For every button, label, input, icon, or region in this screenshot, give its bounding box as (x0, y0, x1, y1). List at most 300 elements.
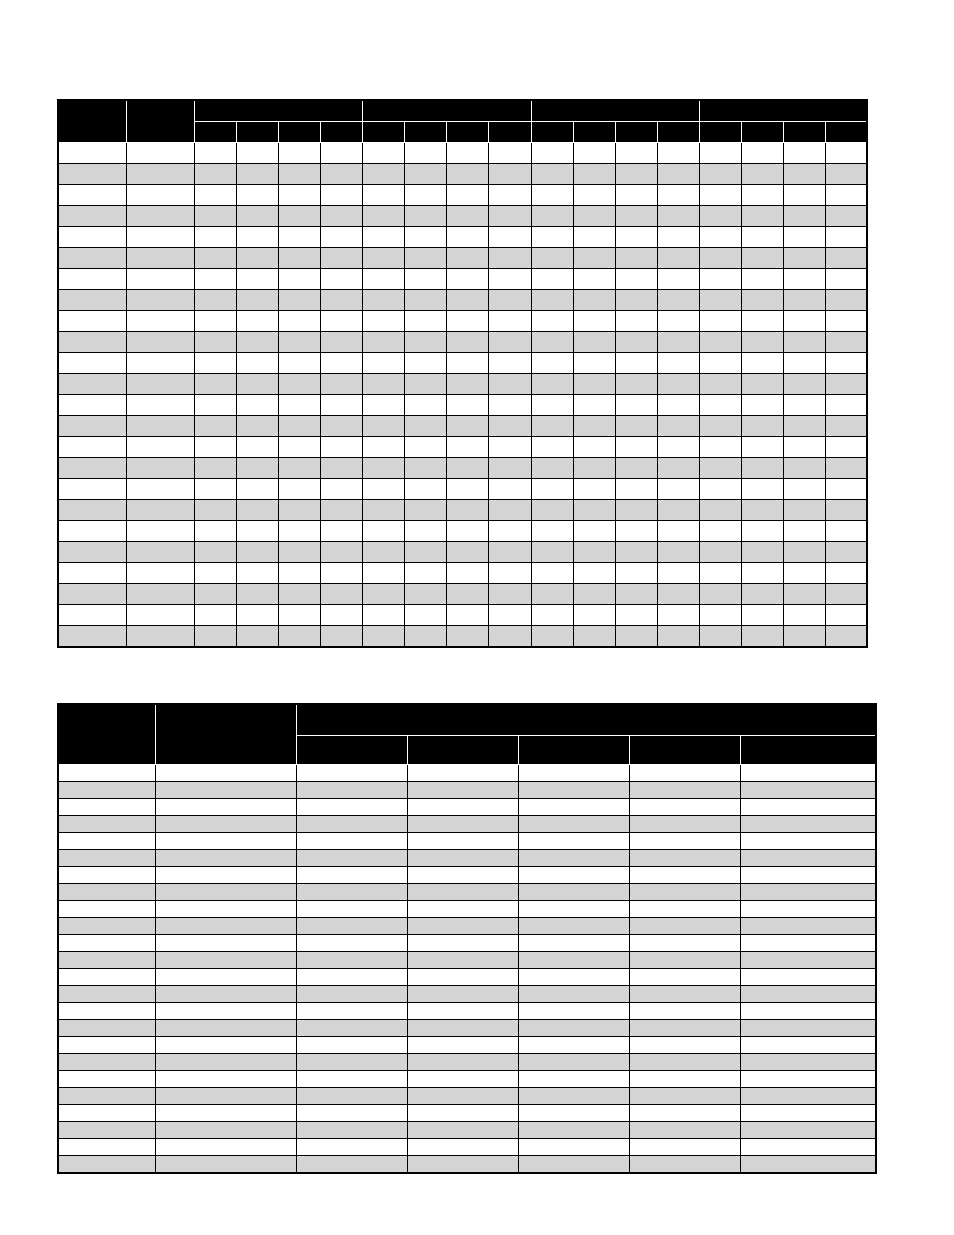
table-cell (321, 143, 363, 164)
table-cell (296, 782, 407, 799)
group-header (194, 100, 362, 122)
table-cell (155, 1156, 296, 1174)
table-cell (657, 437, 699, 458)
table-cell (629, 1088, 740, 1105)
table-cell (531, 311, 573, 332)
table-cell (279, 353, 321, 374)
table-cell (657, 164, 699, 185)
table-cell (407, 901, 518, 918)
table-cell (699, 626, 741, 648)
table-cell (58, 918, 155, 935)
table-cell (194, 395, 236, 416)
table-cell (407, 1054, 518, 1071)
table-cell (194, 416, 236, 437)
table-cell (699, 458, 741, 479)
table-cell (742, 185, 784, 206)
table-cell (296, 867, 407, 884)
table-cell (194, 500, 236, 521)
table-cell (657, 311, 699, 332)
table-cell (405, 248, 447, 269)
table-cell (321, 227, 363, 248)
table-cell (489, 605, 531, 626)
table-cell (784, 290, 826, 311)
table-cell (407, 935, 518, 952)
table-cell (742, 248, 784, 269)
table-cell (531, 416, 573, 437)
table-cell (58, 1071, 155, 1088)
table-cell (236, 563, 278, 584)
table-cell (615, 395, 657, 416)
table-cell (405, 437, 447, 458)
table-cell (657, 563, 699, 584)
table-cell (615, 416, 657, 437)
table-cell (826, 437, 867, 458)
table-cell (615, 500, 657, 521)
table-cell (615, 227, 657, 248)
table-cell (126, 563, 194, 584)
table-header (58, 704, 876, 765)
table-cell (126, 437, 194, 458)
table-cell (155, 1020, 296, 1037)
table-cell (615, 479, 657, 500)
sub-header (629, 736, 740, 765)
table-cell (573, 542, 615, 563)
table-cell (407, 1071, 518, 1088)
table-cell (321, 437, 363, 458)
table-row (58, 1054, 876, 1071)
table-cell (447, 311, 489, 332)
table-cell (518, 765, 629, 782)
table-cell (194, 185, 236, 206)
table-cell (58, 437, 126, 458)
table-cell (531, 185, 573, 206)
table-cell (573, 605, 615, 626)
table-cell (363, 584, 405, 605)
table-cell (155, 1037, 296, 1054)
table-cell (236, 500, 278, 521)
table-cell (784, 542, 826, 563)
table-cell (236, 416, 278, 437)
table-cell (826, 563, 867, 584)
table-cell (518, 969, 629, 986)
table-cell (826, 269, 867, 290)
table-cell (407, 867, 518, 884)
table-row (58, 395, 867, 416)
table-cell (407, 1156, 518, 1174)
table-cell (784, 374, 826, 395)
table-cell (126, 479, 194, 500)
table-cell (194, 479, 236, 500)
table-row (58, 605, 867, 626)
table-cell (742, 353, 784, 374)
table-cell (155, 1071, 296, 1088)
table-cell (194, 542, 236, 563)
table-cell (155, 782, 296, 799)
table-cell (58, 584, 126, 605)
table-cell (518, 867, 629, 884)
table-cell (236, 143, 278, 164)
table-cell (194, 626, 236, 648)
table-cell (518, 1020, 629, 1037)
table-cell (740, 850, 876, 867)
table-cell (784, 311, 826, 332)
table-cell (629, 1003, 740, 1020)
table-row (58, 437, 867, 458)
table-row (58, 1071, 876, 1088)
table-cell (321, 458, 363, 479)
table-cell (629, 952, 740, 969)
table-cell (194, 269, 236, 290)
table-cell (155, 850, 296, 867)
table-cell (447, 542, 489, 563)
table-cell (407, 918, 518, 935)
table-cell (629, 782, 740, 799)
table-cell (657, 206, 699, 227)
table-cell (296, 833, 407, 850)
table-cell (321, 374, 363, 395)
table-cell (363, 395, 405, 416)
table-cell (629, 1020, 740, 1037)
table-cell (518, 1156, 629, 1174)
table-cell (321, 479, 363, 500)
table-cell (155, 918, 296, 935)
table-cell (405, 269, 447, 290)
table-row (58, 353, 867, 374)
table-cell (447, 605, 489, 626)
table-cell (489, 185, 531, 206)
table-cell (194, 374, 236, 395)
table-cell (489, 248, 531, 269)
table-row (58, 1156, 876, 1174)
table-cell (58, 374, 126, 395)
table-body (58, 143, 867, 648)
table-cell (629, 1054, 740, 1071)
table-cell (296, 1020, 407, 1037)
table-cell (740, 782, 876, 799)
table-cell (615, 605, 657, 626)
table-cell (699, 185, 741, 206)
table-row (58, 1088, 876, 1105)
table-cell (58, 605, 126, 626)
table-cell (447, 458, 489, 479)
table-cell (518, 952, 629, 969)
table-cell (699, 353, 741, 374)
table-cell (699, 311, 741, 332)
table-cell (629, 935, 740, 952)
table-cell (489, 395, 531, 416)
table-cell (740, 1122, 876, 1139)
table-row (58, 458, 867, 479)
table-cell (699, 269, 741, 290)
table-cell (826, 143, 867, 164)
table-cell (784, 416, 826, 437)
table-cell (363, 143, 405, 164)
table-cell (657, 542, 699, 563)
table-cell (784, 437, 826, 458)
table-cell (518, 850, 629, 867)
table-cell (629, 1156, 740, 1174)
table-cell (58, 479, 126, 500)
table-cell (742, 605, 784, 626)
table-row (58, 416, 867, 437)
table-cell (236, 395, 278, 416)
table-cell (784, 353, 826, 374)
table-cell (531, 626, 573, 648)
table-cell (155, 867, 296, 884)
table-cell (405, 290, 447, 311)
table-cell (531, 374, 573, 395)
table-row (58, 1020, 876, 1037)
table-cell (58, 782, 155, 799)
table-cell (321, 185, 363, 206)
table-cell (699, 521, 741, 542)
table-row (58, 206, 867, 227)
table-cell (194, 521, 236, 542)
table-cell (518, 986, 629, 1003)
table-cell (615, 290, 657, 311)
table-cell (489, 206, 531, 227)
table-cell (615, 311, 657, 332)
table-cell (518, 816, 629, 833)
table-cell (615, 563, 657, 584)
table-cell (321, 332, 363, 353)
table-cell (296, 969, 407, 986)
table-cell (279, 500, 321, 521)
table-cell (155, 986, 296, 1003)
table-cell (784, 395, 826, 416)
table-cell (363, 437, 405, 458)
table-cell (363, 353, 405, 374)
table-cell (573, 374, 615, 395)
table-cell (155, 833, 296, 850)
table-cell (531, 521, 573, 542)
table-cell (407, 884, 518, 901)
table-cell (447, 626, 489, 648)
table-cell (126, 332, 194, 353)
column-header (58, 704, 155, 765)
table-cell (531, 563, 573, 584)
table-cell (236, 353, 278, 374)
table-cell (58, 416, 126, 437)
table-cell (236, 185, 278, 206)
table-cell (296, 918, 407, 935)
table-cell (155, 1088, 296, 1105)
table-cell (615, 626, 657, 648)
table-cell (699, 437, 741, 458)
table-row (58, 479, 867, 500)
table-cell (407, 816, 518, 833)
table-cell (531, 458, 573, 479)
table-cell (321, 500, 363, 521)
table-cell (58, 1020, 155, 1037)
table-cell (531, 164, 573, 185)
table-cell (740, 884, 876, 901)
table-cell (740, 1020, 876, 1037)
data-table-bottom (57, 703, 877, 1174)
table-cell (321, 584, 363, 605)
table-cell (407, 833, 518, 850)
table-cell (629, 1139, 740, 1156)
table-cell (236, 479, 278, 500)
table-cell (155, 952, 296, 969)
table-cell (405, 185, 447, 206)
table-row (58, 935, 876, 952)
table-cell (126, 227, 194, 248)
table-cell (518, 1088, 629, 1105)
table-cell (447, 248, 489, 269)
table-cell (58, 1139, 155, 1156)
table-cell (279, 563, 321, 584)
table-cell (58, 935, 155, 952)
table-cell (321, 290, 363, 311)
table-cell (155, 1003, 296, 1020)
table-cell (629, 918, 740, 935)
sub-header (236, 122, 278, 143)
table-cell (784, 584, 826, 605)
table-cell (784, 605, 826, 626)
table-cell (279, 290, 321, 311)
table-cell (296, 1003, 407, 1020)
sub-header (742, 122, 784, 143)
table-cell (58, 867, 155, 884)
table-cell (615, 374, 657, 395)
table-cell (826, 479, 867, 500)
table-cell (194, 332, 236, 353)
table-cell (742, 416, 784, 437)
table-cell (194, 248, 236, 269)
table-cell (405, 458, 447, 479)
table-cell (657, 290, 699, 311)
table-cell (279, 248, 321, 269)
table-cell (742, 437, 784, 458)
table-cell (194, 437, 236, 458)
table-cell (629, 850, 740, 867)
table-cell (126, 395, 194, 416)
table-cell (826, 353, 867, 374)
table-cell (629, 816, 740, 833)
group-header (531, 100, 699, 122)
sub-header (657, 122, 699, 143)
table-row (58, 227, 867, 248)
table-cell (740, 765, 876, 782)
table-cell (363, 458, 405, 479)
table-cell (236, 248, 278, 269)
table-cell (615, 248, 657, 269)
table-cell (531, 332, 573, 353)
table-cell (126, 584, 194, 605)
table-cell (194, 164, 236, 185)
sub-header (518, 736, 629, 765)
table-cell (155, 1105, 296, 1122)
table-cell (194, 206, 236, 227)
table-cell (518, 884, 629, 901)
table-cell (126, 605, 194, 626)
table-cell (742, 311, 784, 332)
table-cell (236, 437, 278, 458)
table-cell (699, 542, 741, 563)
table-cell (58, 311, 126, 332)
table-cell (531, 605, 573, 626)
table-cell (296, 850, 407, 867)
table-cell (58, 227, 126, 248)
table-cell (489, 311, 531, 332)
table-cell (58, 542, 126, 563)
table-cell (279, 437, 321, 458)
table-cell (58, 765, 155, 782)
table-cell (784, 626, 826, 648)
table-cell (405, 584, 447, 605)
table-cell (126, 626, 194, 648)
table-cell (826, 458, 867, 479)
table-cell (742, 374, 784, 395)
table-cell (236, 311, 278, 332)
table-cell (657, 458, 699, 479)
table-cell (296, 816, 407, 833)
table-cell (489, 437, 531, 458)
table-cell (447, 437, 489, 458)
table-cell (573, 584, 615, 605)
table-cell (657, 500, 699, 521)
table-cell (296, 1122, 407, 1139)
table-cell (699, 500, 741, 521)
table-cell (126, 458, 194, 479)
table-cell (657, 248, 699, 269)
table-cell (740, 952, 876, 969)
table-cell (518, 1071, 629, 1088)
table-cell (126, 143, 194, 164)
table-cell (58, 248, 126, 269)
table-cell (155, 901, 296, 918)
table-cell (826, 248, 867, 269)
table-cell (58, 884, 155, 901)
table-cell (518, 1003, 629, 1020)
table-cell (279, 185, 321, 206)
table-cell (784, 332, 826, 353)
table-cell (742, 143, 784, 164)
table-cell (58, 164, 126, 185)
table-cell (279, 227, 321, 248)
table-cell (573, 353, 615, 374)
table-cell (740, 901, 876, 918)
table-cell (296, 1156, 407, 1174)
table-cell (573, 206, 615, 227)
table-cell (405, 416, 447, 437)
table-cell (489, 563, 531, 584)
table-row (58, 269, 867, 290)
table-cell (407, 1003, 518, 1020)
table-cell (407, 1020, 518, 1037)
table-cell (405, 353, 447, 374)
table-cell (405, 332, 447, 353)
table-row (58, 563, 867, 584)
table-cell (447, 479, 489, 500)
table-cell (784, 269, 826, 290)
table-cell (363, 269, 405, 290)
table-cell (321, 542, 363, 563)
table-cell (699, 374, 741, 395)
sub-header (615, 122, 657, 143)
table-cell (657, 269, 699, 290)
table-cell (447, 500, 489, 521)
table-cell (531, 395, 573, 416)
table-cell (155, 935, 296, 952)
table-cell (405, 479, 447, 500)
table-cell (58, 850, 155, 867)
table-cell (407, 850, 518, 867)
table-cell (363, 605, 405, 626)
table-cell (296, 986, 407, 1003)
table-cell (58, 986, 155, 1003)
